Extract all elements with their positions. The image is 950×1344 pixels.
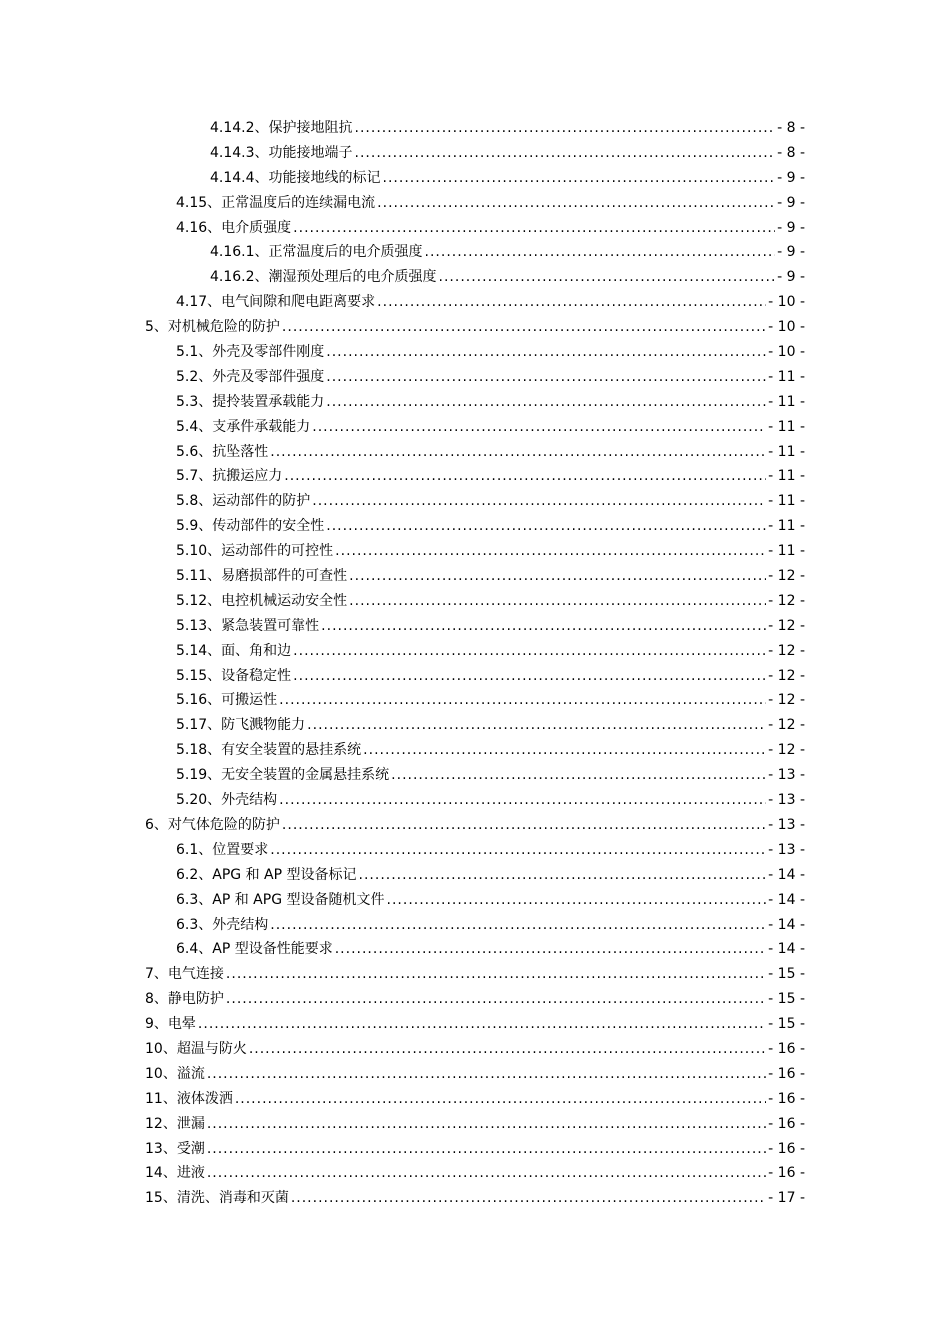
toc-entry[interactable]: [0, 838, 950, 863]
toc-entry[interactable]: [0, 315, 950, 340]
toc-entry[interactable]: [0, 763, 950, 788]
dot-leader: [293, 216, 775, 241]
dot-leader: [235, 1087, 766, 1112]
toc-entry-title: 4.16.2、潮湿预处理后的电介质强度: [210, 269, 437, 286]
toc-entry-page-number: - 11 -: [768, 518, 805, 535]
toc-entry-page-number: - 11 -: [768, 418, 805, 435]
toc-entry[interactable]: [0, 713, 950, 738]
toc-entry[interactable]: [0, 937, 950, 962]
toc-entry[interactable]: [0, 166, 950, 191]
toc-entry-title: 5.16、可搬运性: [176, 692, 278, 709]
toc-entry-title: 5.9、传动部件的安全性: [176, 518, 325, 535]
dot-leader: [391, 763, 766, 788]
toc-entry-page-number: - 8 -: [777, 144, 805, 161]
toc-entry-page-number: - 13 -: [768, 767, 805, 784]
dot-leader: [425, 240, 776, 265]
dot-leader: [321, 614, 766, 639]
toc-entry-title: 5.2、外壳及零部件强度: [176, 368, 325, 385]
toc-entry-title: 10、溢流: [145, 1065, 205, 1082]
toc-entry-title: 4.15、正常温度后的连续漏电流: [176, 194, 376, 211]
toc-entry[interactable]: [0, 216, 950, 241]
dot-leader: [387, 888, 767, 913]
toc-entry-page-number: - 14 -: [768, 941, 805, 958]
toc-entry-page-number: - 9 -: [777, 269, 805, 286]
toc-entry-page-number: - 12 -: [768, 717, 805, 734]
toc-entry[interactable]: [0, 365, 950, 390]
toc-entry-page-number: - 11 -: [768, 393, 805, 410]
toc-entry-title: 9、电晕: [145, 1016, 196, 1033]
dot-leader: [377, 191, 775, 216]
toc-entry[interactable]: [0, 265, 950, 290]
toc-entry[interactable]: [0, 888, 950, 913]
toc-entry-title: 5.13、紧急装置可靠性: [176, 617, 320, 634]
dot-leader: [355, 116, 776, 141]
toc-entry-title: 8、静电防护: [145, 991, 224, 1008]
toc-entry-page-number: - 17 -: [768, 1190, 805, 1207]
toc-entry[interactable]: [0, 539, 950, 564]
dot-leader: [198, 1012, 766, 1037]
toc-entry[interactable]: [0, 913, 950, 938]
toc-entry-title: 5.6、抗坠落性: [176, 443, 269, 460]
dot-leader: [312, 489, 766, 514]
toc-entry-page-number: - 16 -: [768, 1040, 805, 1057]
toc-entry-title: 4.16、电介质强度: [176, 219, 292, 236]
toc-entry[interactable]: [0, 1161, 950, 1186]
dot-leader: [377, 290, 766, 315]
toc-entry-page-number: - 9 -: [777, 244, 805, 261]
dot-leader: [359, 863, 767, 888]
dot-leader: [270, 838, 766, 863]
toc-entry-title: 6、对气体危险的防护: [145, 816, 280, 833]
dot-leader: [207, 1161, 766, 1186]
toc-entry-title: 10、超温与防火: [145, 1040, 247, 1057]
dot-leader: [349, 589, 766, 614]
dot-leader: [326, 514, 766, 539]
toc-entry-title: 5.8、运动部件的防护: [176, 493, 311, 510]
toc-entry-page-number: - 14 -: [768, 916, 805, 933]
toc-entry-page-number: - 12 -: [768, 742, 805, 759]
toc-entry-page-number: - 16 -: [768, 1140, 805, 1157]
toc-entry[interactable]: [0, 688, 950, 713]
toc-entry[interactable]: [0, 290, 950, 315]
toc-entry-title: 13、受潮: [145, 1140, 205, 1157]
toc-entry[interactable]: [0, 863, 950, 888]
toc-entry-title: 4.16.1、正常温度后的电介质强度: [210, 244, 423, 261]
toc-entry-page-number: - 16 -: [768, 1165, 805, 1182]
toc-entry-title: 5.3、提拎装置承载能力: [176, 393, 325, 410]
dot-leader: [207, 1062, 766, 1087]
toc-entry[interactable]: [0, 240, 950, 265]
dot-leader: [326, 390, 766, 415]
toc-entry-title: 6.1、位置要求: [176, 841, 269, 858]
toc-entry[interactable]: [0, 664, 950, 689]
toc-entry[interactable]: [0, 1062, 950, 1087]
toc-entry-page-number: - 12 -: [768, 617, 805, 634]
toc-entry[interactable]: [0, 440, 950, 465]
dot-leader: [335, 937, 766, 962]
toc-entry-page-number: - 11 -: [768, 443, 805, 460]
toc-entry[interactable]: [0, 1112, 950, 1137]
toc-entry-page-number: - 13 -: [768, 816, 805, 833]
toc-entry-page-number: - 11 -: [768, 493, 805, 510]
dot-leader: [226, 962, 766, 987]
dot-leader: [279, 688, 766, 713]
toc-entry-title: 6.3、外壳结构: [176, 916, 269, 933]
toc-entry[interactable]: [0, 1137, 950, 1162]
toc-entry[interactable]: [0, 1087, 950, 1112]
toc-entry-title: 5.17、防飞溅物能力: [176, 717, 306, 734]
toc-entry[interactable]: [0, 738, 950, 763]
toc-entry-title: 5.1、外壳及零部件刚度: [176, 344, 325, 361]
dot-leader: [291, 1186, 766, 1211]
toc-entry-page-number: - 11 -: [768, 468, 805, 485]
dot-leader: [293, 664, 766, 689]
toc-entry[interactable]: [0, 141, 950, 166]
toc-entry[interactable]: [0, 1037, 950, 1062]
toc-entry-title: 5、对机械危险的防护: [145, 319, 280, 336]
dot-leader: [307, 713, 766, 738]
toc-entry[interactable]: [0, 614, 950, 639]
toc-entry-page-number: - 10 -: [768, 319, 805, 336]
dot-leader: [282, 315, 766, 340]
toc-entry[interactable]: [0, 464, 950, 489]
dot-leader: [270, 913, 766, 938]
toc-entry-page-number: - 13 -: [768, 792, 805, 809]
toc-entry-page-number: - 15 -: [768, 966, 805, 983]
toc-entry-title: 5.14、面、角和边: [176, 642, 292, 659]
dot-leader: [226, 987, 766, 1012]
dot-leader: [326, 365, 766, 390]
dot-leader: [355, 141, 776, 166]
toc-entry-page-number: - 12 -: [768, 568, 805, 585]
dot-leader: [326, 340, 766, 365]
table-of-contents: [0, 116, 950, 1211]
toc-entry-page-number: - 9 -: [777, 194, 805, 211]
toc-entry-title: 5.10、运动部件的可控性: [176, 543, 334, 560]
toc-entry[interactable]: [0, 390, 950, 415]
toc-entry-page-number: - 13 -: [768, 841, 805, 858]
toc-entry-page-number: - 16 -: [768, 1065, 805, 1082]
toc-entry-page-number: - 14 -: [768, 891, 805, 908]
toc-entry-page-number: - 16 -: [768, 1115, 805, 1132]
toc-entry[interactable]: [0, 987, 950, 1012]
toc-entry-title: 4.17、电气间隙和爬电距离要求: [176, 294, 376, 311]
dot-leader: [284, 464, 766, 489]
toc-entry-title: 5.7、抗搬运应力: [176, 468, 283, 485]
dot-leader: [270, 440, 766, 465]
toc-entry[interactable]: [0, 1012, 950, 1037]
dot-leader: [282, 813, 766, 838]
toc-entry-title: 6.3、AP 和 APG 型设备随机文件: [176, 891, 385, 908]
toc-entry-page-number: - 10 -: [768, 344, 805, 361]
toc-entry[interactable]: [0, 1186, 950, 1211]
toc-entry[interactable]: [0, 788, 950, 813]
toc-entry-page-number: - 15 -: [768, 1016, 805, 1033]
toc-entry-title: 15、清洗、消毒和灭菌: [145, 1190, 289, 1207]
toc-entry-page-number: - 12 -: [768, 692, 805, 709]
toc-entry[interactable]: [0, 962, 950, 987]
dot-leader: [383, 166, 776, 191]
toc-entry[interactable]: [0, 514, 950, 539]
toc-entry[interactable]: [0, 813, 950, 838]
toc-entry-title: 12、泄漏: [145, 1115, 205, 1132]
toc-entry-page-number: - 12 -: [768, 592, 805, 609]
toc-entry-page-number: - 14 -: [768, 866, 805, 883]
toc-entry-title: 11、液体泼洒: [145, 1090, 233, 1107]
toc-entry-page-number: - 9 -: [777, 169, 805, 186]
toc-entry-title: 5.11、易磨损部件的可查性: [176, 568, 348, 585]
toc-entry[interactable]: [0, 639, 950, 664]
toc-entry-page-number: - 9 -: [777, 219, 805, 236]
dot-leader: [207, 1112, 766, 1137]
toc-entry-title: 6.4、AP 型设备性能要求: [176, 941, 333, 958]
dot-leader: [207, 1137, 766, 1162]
toc-entry-title: 14、进液: [145, 1165, 205, 1182]
toc-entry-page-number: - 15 -: [768, 991, 805, 1008]
toc-entry-title: 5.18、有安全装置的悬挂系统: [176, 742, 362, 759]
dot-leader: [363, 738, 766, 763]
toc-entry[interactable]: [0, 116, 950, 141]
toc-entry-title: 4.14.3、功能接地端子: [210, 144, 353, 161]
dot-leader: [349, 564, 766, 589]
toc-entry-title: 5.4、支承件承载能力: [176, 418, 311, 435]
toc-entry-title: 5.12、电控机械运动安全性: [176, 592, 348, 609]
toc-entry-title: 4.14.4、功能接地线的标记: [210, 169, 381, 186]
dot-leader: [335, 539, 766, 564]
dot-leader: [293, 639, 766, 664]
dot-leader: [439, 265, 776, 290]
toc-entry-page-number: - 10 -: [768, 294, 805, 311]
toc-entry-title: 4.14.2、保护接地阻抗: [210, 120, 353, 136]
dot-leader: [279, 788, 766, 813]
toc-entry-page-number: - 12 -: [768, 642, 805, 659]
toc-entry-title: 6.2、APG 和 AP 型设备标记: [176, 866, 357, 883]
toc-entry[interactable]: [0, 589, 950, 614]
toc-entry[interactable]: [0, 415, 950, 440]
toc-entry-page-number: - 11 -: [768, 368, 805, 385]
dot-leader: [249, 1037, 766, 1062]
toc-entry-title: 5.19、无安全装置的金属悬挂系统: [176, 767, 390, 784]
toc-entry[interactable]: [0, 191, 950, 216]
toc-entry[interactable]: [0, 564, 950, 589]
toc-entry-title: 5.15、设备稳定性: [176, 667, 292, 684]
toc-entry-title: 7、电气连接: [145, 966, 224, 983]
toc-entry[interactable]: [0, 340, 950, 365]
toc-entry-page-number: - 8 -: [777, 120, 805, 136]
toc-entry-title: 5.20、外壳结构: [176, 792, 278, 809]
toc-entry[interactable]: [0, 489, 950, 514]
toc-entry-page-number: - 11 -: [768, 543, 805, 560]
dot-leader: [312, 415, 766, 440]
toc-entry-page-number: - 12 -: [768, 667, 805, 684]
toc-entry-page-number: - 16 -: [768, 1090, 805, 1107]
